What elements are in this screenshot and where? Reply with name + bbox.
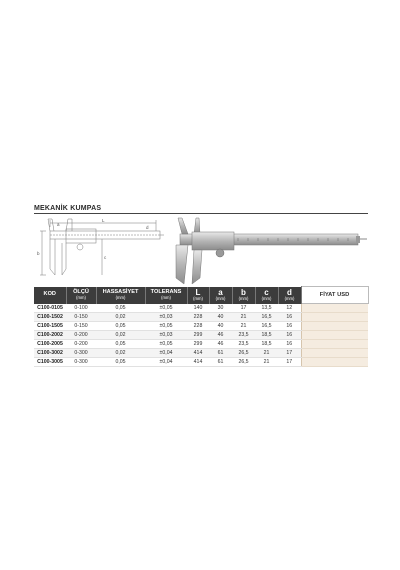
table-row: [34, 358, 368, 367]
cell-hassasiyet: 0,05: [96, 358, 145, 367]
cell-tolerans: ±0,05: [145, 304, 187, 313]
cell-olcu: 0-150: [66, 313, 96, 322]
cell-olcu: 0-200: [66, 331, 96, 340]
table-row: [34, 313, 368, 322]
header-c: c (mm): [255, 287, 278, 304]
cell-a: 40: [209, 313, 232, 322]
cell-kod: C100-1502: [34, 313, 66, 322]
header-kod: KOD: [34, 287, 66, 304]
table-header-row: [34, 287, 368, 304]
cell-b: 21: [232, 322, 255, 331]
cell-tolerans: ±0,05: [145, 322, 187, 331]
table-row: [34, 340, 368, 349]
cell-hassasiyet: 0,02: [96, 349, 145, 358]
cell-d: 17: [278, 349, 301, 358]
cell-l: 228: [187, 313, 209, 322]
cell-b: 26,5: [232, 358, 255, 367]
cell-a: 61: [209, 358, 232, 367]
cell-fiyat: [301, 340, 368, 349]
cell-fiyat: [301, 304, 368, 313]
cell-fiyat: [301, 358, 368, 367]
cell-kod: C100-0105: [34, 304, 66, 313]
cell-a: 46: [209, 340, 232, 349]
cell-olcu: 0-100: [66, 304, 96, 313]
cell-l: 140: [187, 304, 209, 313]
drawing-label-c: c: [104, 255, 107, 260]
header-a: a (mm): [209, 287, 232, 304]
cell-d: 16: [278, 331, 301, 340]
cell-l: 414: [187, 349, 209, 358]
header-l: L (mm): [187, 287, 209, 304]
cell-olcu: 0-300: [66, 349, 96, 358]
cell-olcu: 0-150: [66, 322, 96, 331]
cell-d: 16: [278, 340, 301, 349]
cell-c: 16,5: [255, 313, 278, 322]
table-row: [34, 322, 368, 331]
cell-l: 299: [187, 331, 209, 340]
cell-b: 23,5: [232, 340, 255, 349]
cell-fiyat: [301, 349, 368, 358]
cell-c: 21: [255, 349, 278, 358]
caliper-product-image: [168, 216, 368, 286]
cell-a: 46: [209, 331, 232, 340]
cell-kod: C100-3002: [34, 349, 66, 358]
cell-b: 26,5: [232, 349, 255, 358]
cell-olcu: 0-200: [66, 340, 96, 349]
cell-d: 16: [278, 322, 301, 331]
cell-c: 18,5: [255, 340, 278, 349]
cell-b: 21: [232, 313, 255, 322]
cell-c: 21: [255, 358, 278, 367]
cell-hassasiyet: 0,05: [96, 304, 145, 313]
header-tolerans: TOLERANS (mm): [145, 287, 187, 304]
cell-hassasiyet: 0,05: [96, 322, 145, 331]
table-row: [34, 304, 368, 313]
cell-l: 414: [187, 358, 209, 367]
cell-l: 228: [187, 322, 209, 331]
cell-fiyat: [301, 322, 368, 331]
cell-tolerans: ±0,03: [145, 331, 187, 340]
header-olcu: ÖLÇÜ (mm): [66, 287, 96, 304]
cell-tolerans: ±0,03: [145, 313, 187, 322]
drawing-label-l: L: [102, 218, 105, 223]
section-title: MEKANİK KUMPAS: [34, 205, 102, 212]
cell-tolerans: ±0,04: [145, 358, 187, 367]
table-row: [34, 331, 368, 340]
cell-b: 23,5: [232, 331, 255, 340]
cell-c: 13,5: [255, 304, 278, 313]
cell-hassasiyet: 0,05: [96, 340, 145, 349]
cell-kod: C100-2005: [34, 340, 66, 349]
cell-b: 17: [232, 304, 255, 313]
cell-a: 40: [209, 322, 232, 331]
cell-fiyat: [301, 313, 368, 322]
cell-a: 30: [209, 304, 232, 313]
cell-kod: C100-3005: [34, 358, 66, 367]
header-fiyat-usd: FİYAT USD: [301, 287, 368, 304]
header-b: b (mm): [232, 287, 255, 304]
title-divider: [34, 213, 368, 214]
cell-d: 17: [278, 358, 301, 367]
drawing-label-d: d: [146, 225, 149, 230]
cell-l: 299: [187, 340, 209, 349]
cell-fiyat: [301, 331, 368, 340]
cell-olcu: 0-300: [66, 358, 96, 367]
cell-c: 16,5: [255, 322, 278, 331]
drawing-label-a: a: [57, 222, 60, 227]
product-spec-table: [34, 286, 369, 367]
cell-d: 16: [278, 313, 301, 322]
cell-tolerans: ±0,04: [145, 349, 187, 358]
cell-d: 12: [278, 304, 301, 313]
cell-a: 61: [209, 349, 232, 358]
header-hassasiyet: HASSASİYET (mm): [96, 287, 145, 304]
header-d: d (mm): [278, 287, 301, 304]
caliper-technical-drawing: [36, 217, 166, 279]
cell-hassasiyet: 0,02: [96, 331, 145, 340]
drawing-label-b: b: [37, 251, 40, 256]
cell-c: 18,5: [255, 331, 278, 340]
table-row: [34, 349, 368, 358]
cell-hassasiyet: 0,02: [96, 313, 145, 322]
cell-kod: C100-2002: [34, 331, 66, 340]
cell-tolerans: ±0,05: [145, 340, 187, 349]
cell-kod: C100-1505: [34, 322, 66, 331]
